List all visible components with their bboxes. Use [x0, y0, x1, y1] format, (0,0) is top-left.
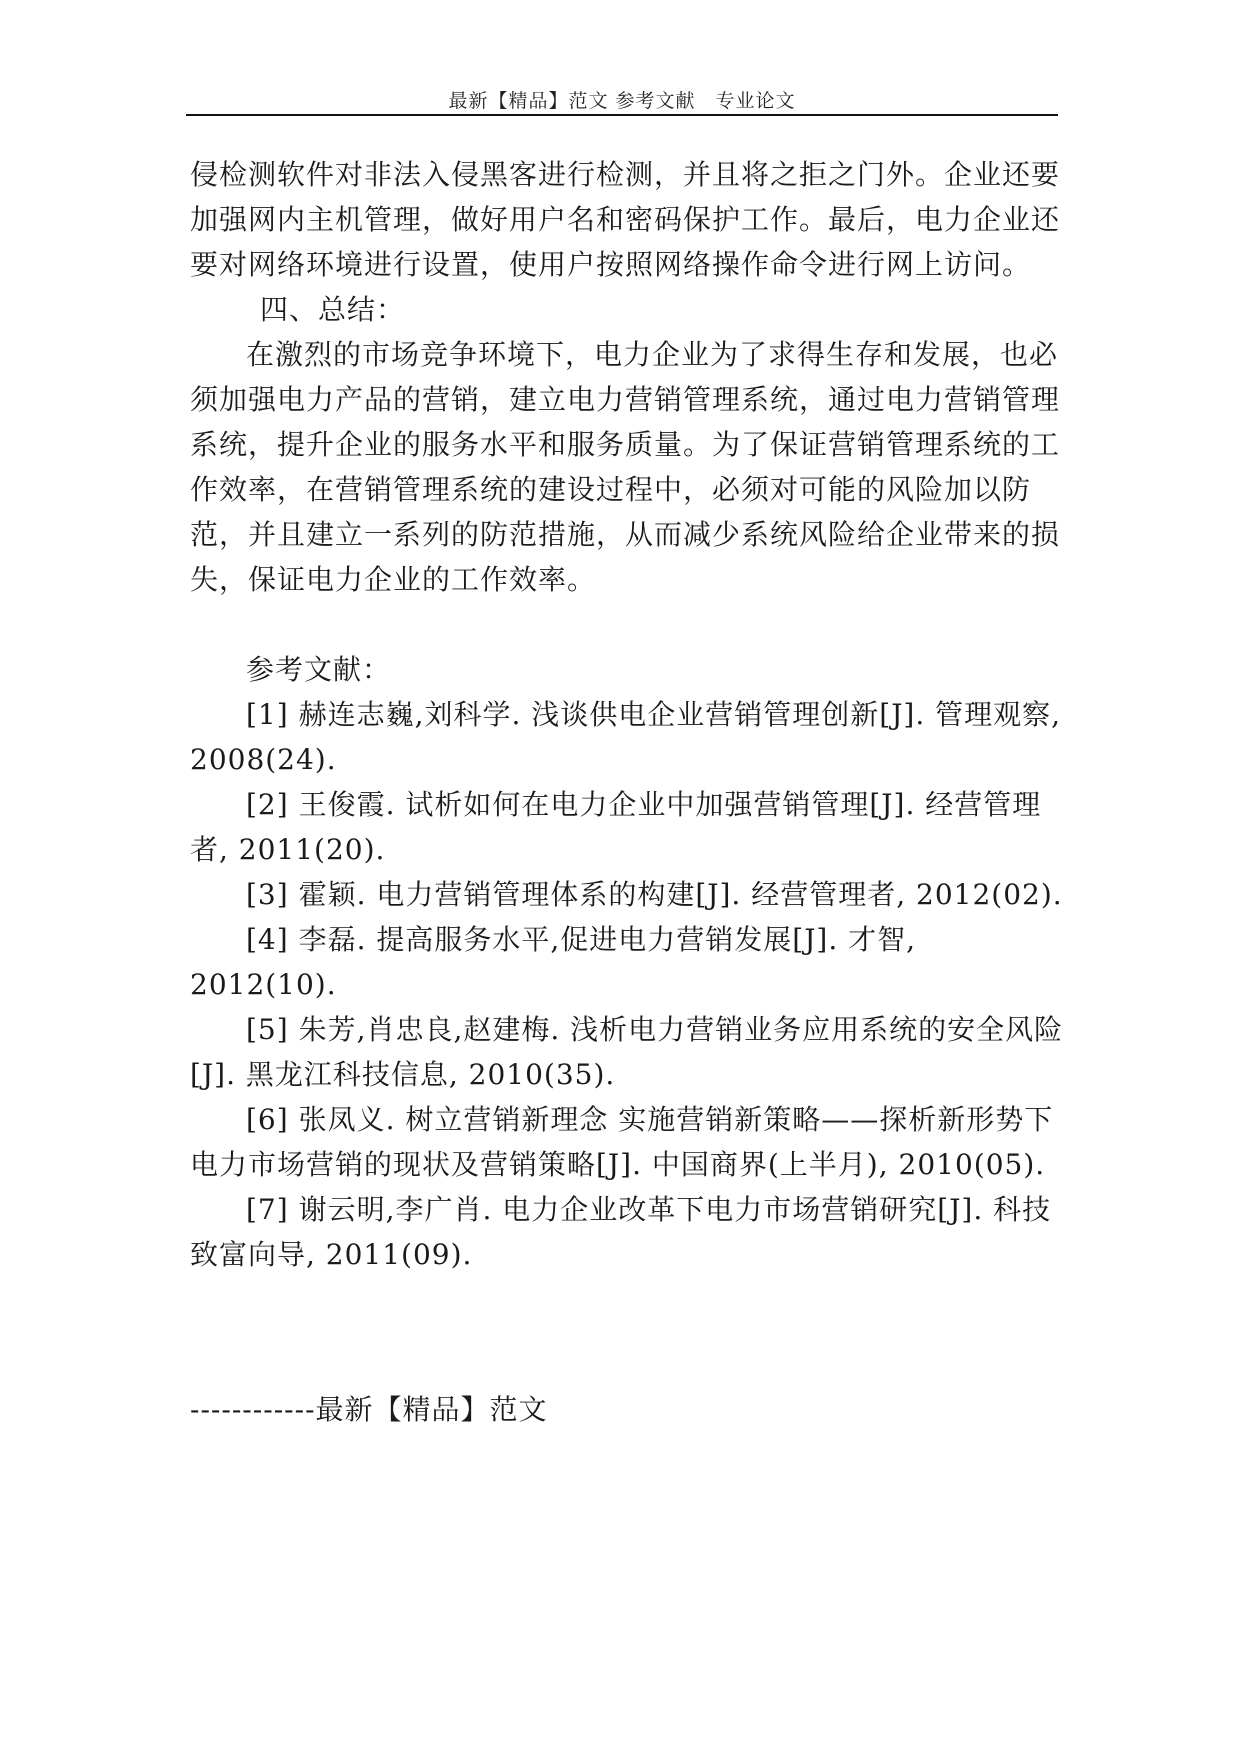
document-body: [190, 152, 1070, 1277]
summary-paragraph: 在激烈的市场竞争环境下，电力企业为了求得生存和发展，也必须加强电力产品的营销，建立电力营销管理系统，通过电力营销管理系统，提升企业的服务水平和服务质量。为了保证营销管理系统的工作效率，在营销管理系统的建设过程中，必须对可能的风险加以防范，并且建立一系列的防范措施，从而减少系统风险给企业带来的损失，保证电力企业的工作效率。: [190, 338, 1061, 596]
page-footer: ------------最新【精品】范文: [190, 1393, 548, 1426]
reference-item-5: [5] 朱芳,肖忠良,赵建梅. 浅析电力营销业务应用系统的安全风险[J]. 黑龙江科技信息, 2010(35).: [190, 1013, 1064, 1091]
header-divider: [186, 114, 1058, 116]
body-paragraph-continued: 侵检测软件对非法入侵黑客进行检测，并且将之拒之门外。企业还要加强网内主机管理，做好用户名和密码保护工作。最后，电力企业还要对网络环境进行设置，使用户按照网络操作命令进行网上访问。: [190, 158, 1061, 281]
references-title: 参考文献：: [246, 653, 392, 686]
reference-item-6: [6] 张凤义. 树立营销新理念 实施营销新策略——探析新形势下电力市场营销的现状及营销策略[J]. 中国商界(上半月), 2010(05).: [190, 1103, 1054, 1181]
reference-item-3: [3] 霍颖. 电力营销管理体系的构建[J]. 经营管理者, 2012(02).: [246, 878, 1063, 911]
reference-item-2: [2] 王俊霞. 试析如何在电力企业中加强营销管理[J]. 经营管理者, 2011(20).: [190, 788, 1042, 866]
reference-item-7: [7] 谢云明,李广肖. 电力企业改革下电力市场营销研究[J]. 科技致富向导, 2011(09).: [190, 1193, 1052, 1271]
reference-item-4: [4] 李磊. 提高服务水平,促进电力营销发展[J]. 才智, 2012(10).: [190, 923, 917, 1001]
reference-item-1: [1] 赫连志巍,刘科学. 浅谈供电企业营销管理创新[J]. 管理观察, 2008(24).: [190, 698, 1062, 776]
section-heading: 四、总结：: [260, 293, 406, 326]
page-header: 最新【精品】范文 参考文献 专业论文: [448, 90, 796, 112]
spacer: [190, 602, 1070, 647]
